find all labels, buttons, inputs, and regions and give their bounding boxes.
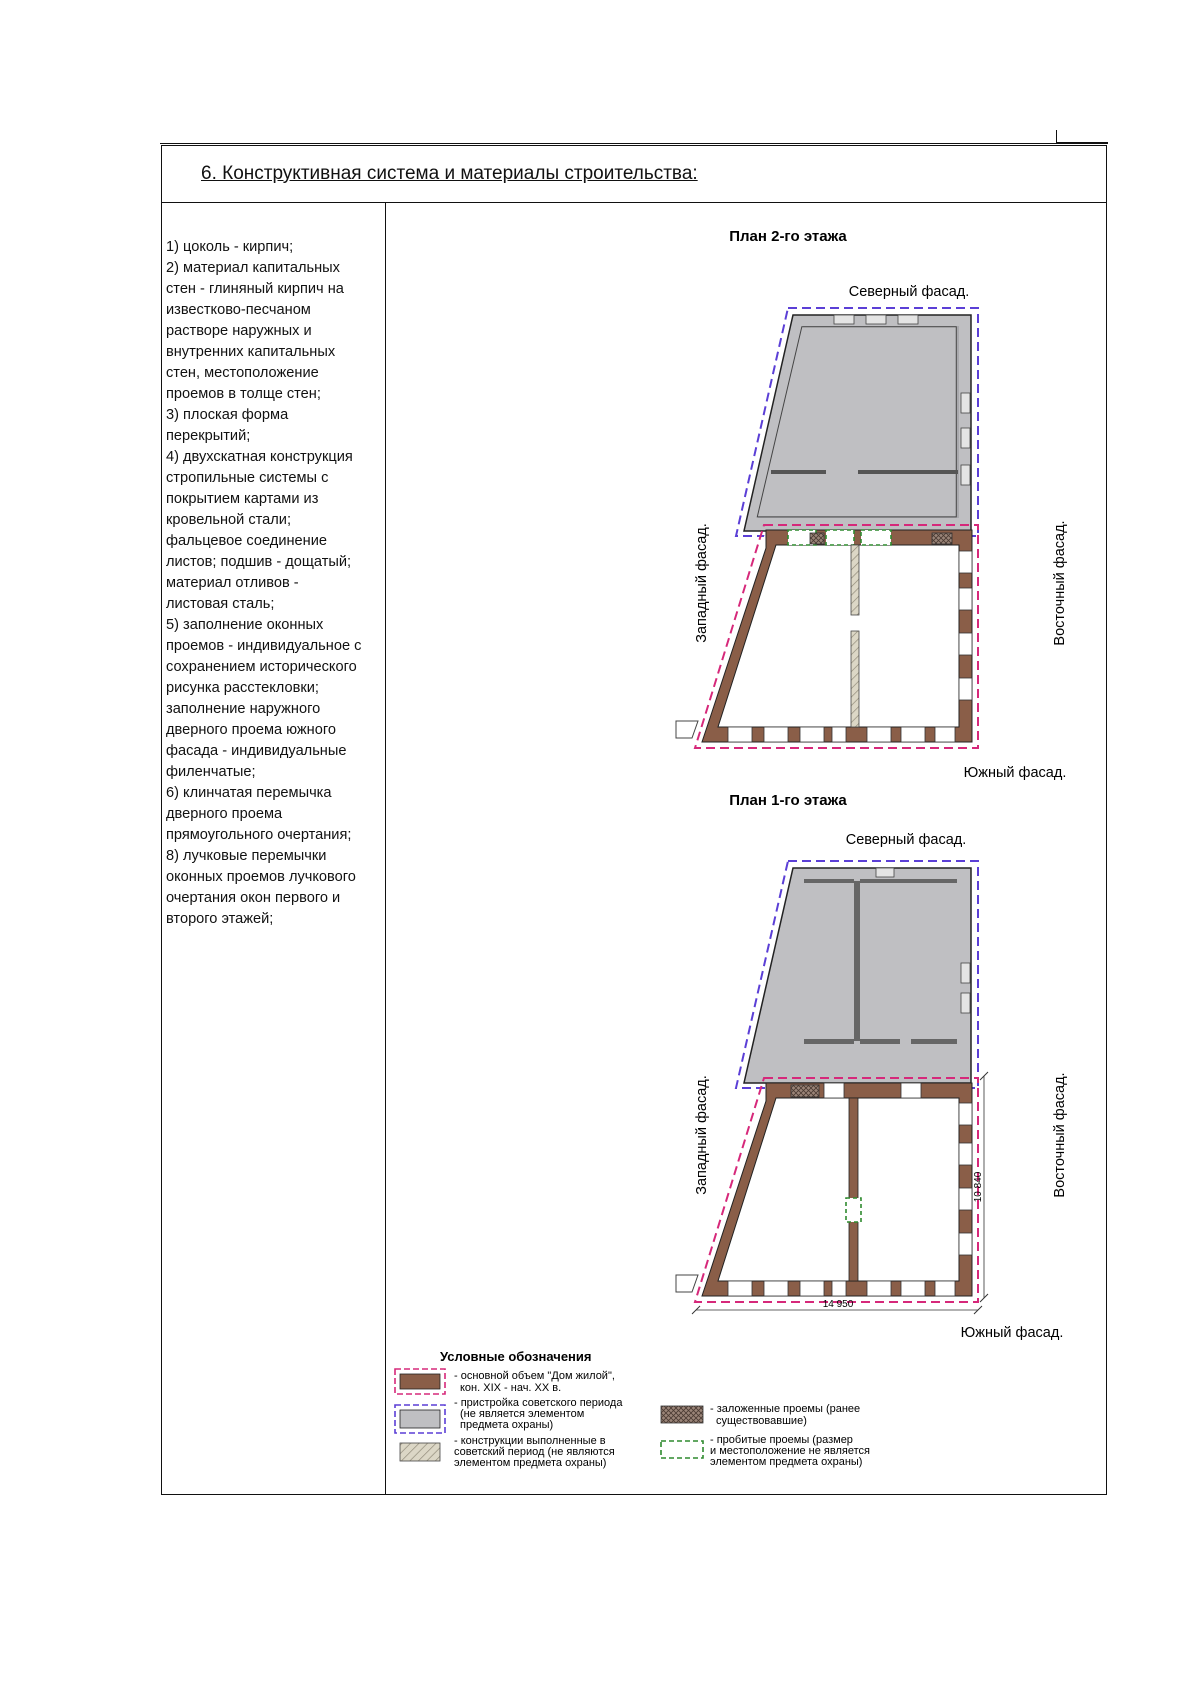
materials-line: известково-песчаном [166,302,311,318]
plan2-soviet-partition-1 [851,545,859,615]
plan1-title: План 1-го этажа [729,792,847,809]
materials-line: филенчатые; [166,764,256,780]
materials-line: кровельной стали; [166,512,291,528]
plan2-partition-1 [771,470,826,474]
plan1-window-e1 [961,963,970,983]
plan1-dimension-height [973,1072,988,1302]
plan2-partition-2 [858,470,958,474]
plan2-west-label: Западный фасад. [694,523,710,643]
materials-column [162,203,386,1494]
materials-line: листовая сталь; [166,596,275,612]
legend-main-swatch [400,1374,440,1389]
materials-line: фальцевое соединение [166,533,327,549]
plan1-dim-width-text: 14 950 [822,1299,854,1310]
plan2-soviet-partition-2 [851,631,859,727]
plan1-cut-opening [846,1198,861,1222]
plan2-east-label: Восточный фасад. [1052,520,1068,646]
materials-line: материал отливов - [166,575,299,591]
materials-line: проемов - индивидуальное с [166,638,362,654]
legend-soviet-constructions-swatch [400,1443,440,1461]
materials-line: второго этажей; [166,911,274,927]
plan2-cut-opening-2 [826,530,854,545]
materials-line: сохранением исторического [166,659,357,675]
materials-line: растворе наружных и [166,323,312,339]
section-header [162,146,1106,203]
legend-soviet-text: - пристройка советского периода (не является элементом предмета охраны) [454,1397,623,1431]
plan1-window-n1 [876,868,894,877]
materials-line: листов; подшив - дощатый; [166,554,352,570]
materials-line: рисунка расстекловки; [166,680,319,696]
legend-soviet-constructions-text: - конструкции выполненные в советский период (не являются элементом предмета охраны) [454,1435,615,1469]
plans-column [386,203,1106,1494]
materials-line: очертания окон первого и [166,890,341,906]
plan1-partition-3 [911,1039,957,1044]
materials-line: 2) материал капитальных [166,260,340,276]
materials-line: 6) клинчатая перемычка [166,785,332,801]
plan1-south-label: Южный фасад. [960,1325,1064,1341]
plan1-north-label: Северный фасад. [845,832,967,848]
legend-cut-text: - пробитые проемы (размер и местоположение не является элементом предмета охраны) [710,1434,870,1468]
legend-main-text: - основной объем "Дом жилой", кон. XIX - нач. XX в. [454,1370,615,1394]
plan1-dim-height-text: 10 840 [973,1171,984,1203]
plan2-north-label: Северный фасад. [848,284,970,300]
materials-list [166,237,384,930]
plan2-window-e1 [961,393,970,413]
materials-line: 1) цоколь - кирпич; [166,239,294,255]
plan1-partition-1 [804,1039,854,1044]
plan1-porch [676,1275,698,1292]
plan2-window-n3 [898,315,918,324]
plan2-south-label: Южный фасад. [963,765,1067,781]
plan1-extension-wall [854,881,860,1041]
plan1-partition-2 [860,1039,900,1044]
materials-line: оконных проемов лучкового [166,869,356,885]
materials-line: дверного проема южного [166,722,336,738]
frame-top-line [160,143,1108,144]
plan1-main-room [718,1098,959,1281]
plan1-north-inner-wall-1 [804,879,854,883]
legend-bricked-swatch [661,1406,703,1423]
legend-bricked-text: - заложенные проемы (ранее существовавшие) [710,1403,861,1427]
floor-plans-drawing [386,203,1107,1495]
plan1-window-e2 [961,993,970,1013]
materials-line: перекрытий; [166,428,251,444]
plan1-inner-wall [849,1098,858,1281]
materials-line: проемов в толще стен; [166,386,321,402]
materials-line: 8) лучковые перемычки [166,848,327,864]
plan-2nd-floor [676,228,1068,781]
materials-line: дверного проема [166,806,283,822]
plan2-bricked-opening-1 [810,533,824,544]
materials-line: прямоугольного очертания; [166,827,352,843]
materials-line: внутренних капитальных [166,344,336,360]
frame-corner-mark [1056,130,1108,143]
plan2-window-e3 [961,465,970,485]
plan2-cut-opening-3 [861,530,891,545]
materials-line: 3) плоская форма [166,407,289,423]
plan1-north-inner-wall-2 [860,879,957,883]
plan1-west-label: Западный фасад. [694,1075,710,1195]
legend [395,1349,873,1469]
plan2-porch [676,721,698,738]
plan2-bricked-opening-2 [932,533,952,544]
legend-soviet-swatch [400,1410,440,1428]
materials-line: покрытием картами из [166,491,319,507]
plan2-title: План 2-го этажа [729,228,847,245]
legend-title: Условные обозначения [440,1349,592,1364]
plan2-window-e2 [961,428,970,448]
materials-line: стен, местоположение [166,365,319,381]
plan1-door-n2 [901,1083,921,1098]
plan1-east-label: Восточный фасад. [1052,1072,1068,1198]
plan2-window-n2 [866,315,886,324]
materials-line: стропильные системы с [166,470,329,486]
materials-line: фасада - индивидуальные [166,743,347,759]
document-frame [161,145,1107,1495]
plan2-window-n1 [834,315,854,324]
materials-line: заполнение наружного [166,701,321,717]
materials-line: 4) двухскатная конструкция [166,449,353,465]
plan1-door-n1 [824,1083,844,1098]
materials-line: 5) заполнение оконных [166,617,324,633]
plan1-bricked-opening [791,1085,819,1097]
plan-1st-floor [676,792,1068,1341]
section-title: 6. Конструктивная система и материалы строительства: [201,163,698,184]
materials-line: стен - глиняный кирпич на [166,281,344,297]
legend-cut-swatch [661,1441,703,1458]
